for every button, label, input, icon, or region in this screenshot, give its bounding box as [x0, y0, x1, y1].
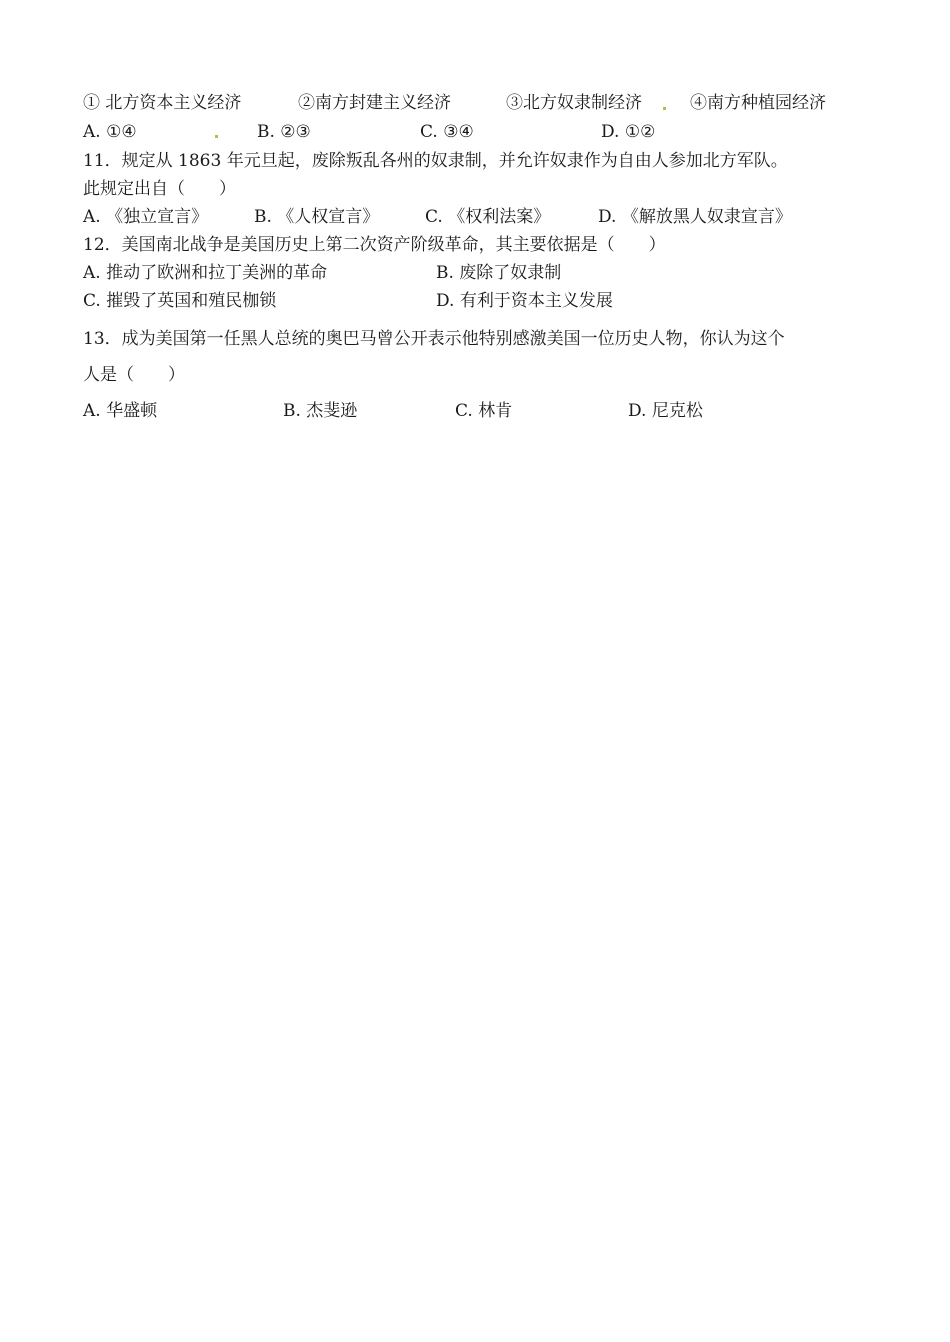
q10-statement-1: ① 北方资本主义经济 [83, 93, 242, 113]
q13-stem-line-1: 13．成为美国第一任黑人总统的奥巴马曾公开表示他特别感激美国一位历史人物，你认为这个 [83, 329, 785, 349]
stray-dot-mark [663, 107, 666, 110]
q13-option-d: D. 尼克松 [628, 401, 703, 421]
q10-option-c: C. ③④ [420, 122, 474, 142]
stray-dot-mark [215, 135, 218, 138]
q10-statement-3: ③北方奴隶制经济 [506, 93, 642, 113]
q12-option-d: D. 有利于资本主义发展 [436, 291, 613, 311]
q13-option-a: A. 华盛顿 [83, 401, 158, 421]
q12-option-c: C. 摧毁了英国和殖民枷锁 [83, 291, 277, 311]
q13-option-c: C. 林肯 [455, 401, 513, 421]
q12-stem: 12．美国南北战争是美国历史上第二次资产阶级革命，其主要依据是（ ） [83, 235, 666, 255]
q10-option-b: B. ②③ [257, 122, 311, 142]
q10-option-a: A. ①④ [83, 122, 137, 142]
q10-option-d: D. ①② [601, 122, 656, 142]
q11-option-c: C. 《权利法案》 [425, 207, 551, 227]
q11-option-b: B. 《人权宣言》 [254, 207, 380, 227]
q13-option-b: B. 杰斐逊 [283, 401, 358, 421]
q10-statement-2: ②南方封建主义经济 [298, 93, 451, 113]
q10-statement-4: ④南方种植园经济 [690, 93, 826, 113]
q12-option-b: B. 废除了奴隶制 [436, 263, 562, 283]
q11-option-a: A. 《独立宣言》 [83, 207, 209, 227]
q11-option-d: D. 《解放黑人奴隶宣言》 [598, 207, 792, 227]
q11-stem-line-2: 此规定出自（ ） [83, 179, 236, 199]
q12-option-a: A. 推动了欧洲和拉丁美洲的革命 [83, 263, 328, 283]
q13-stem-line-2: 人是（ ） [83, 365, 185, 385]
q11-stem-line-1: 11．规定从 1863 年元旦起，废除叛乱各州的奴隶制，并允许奴隶作为自由人参加北方军队。 [83, 151, 788, 171]
